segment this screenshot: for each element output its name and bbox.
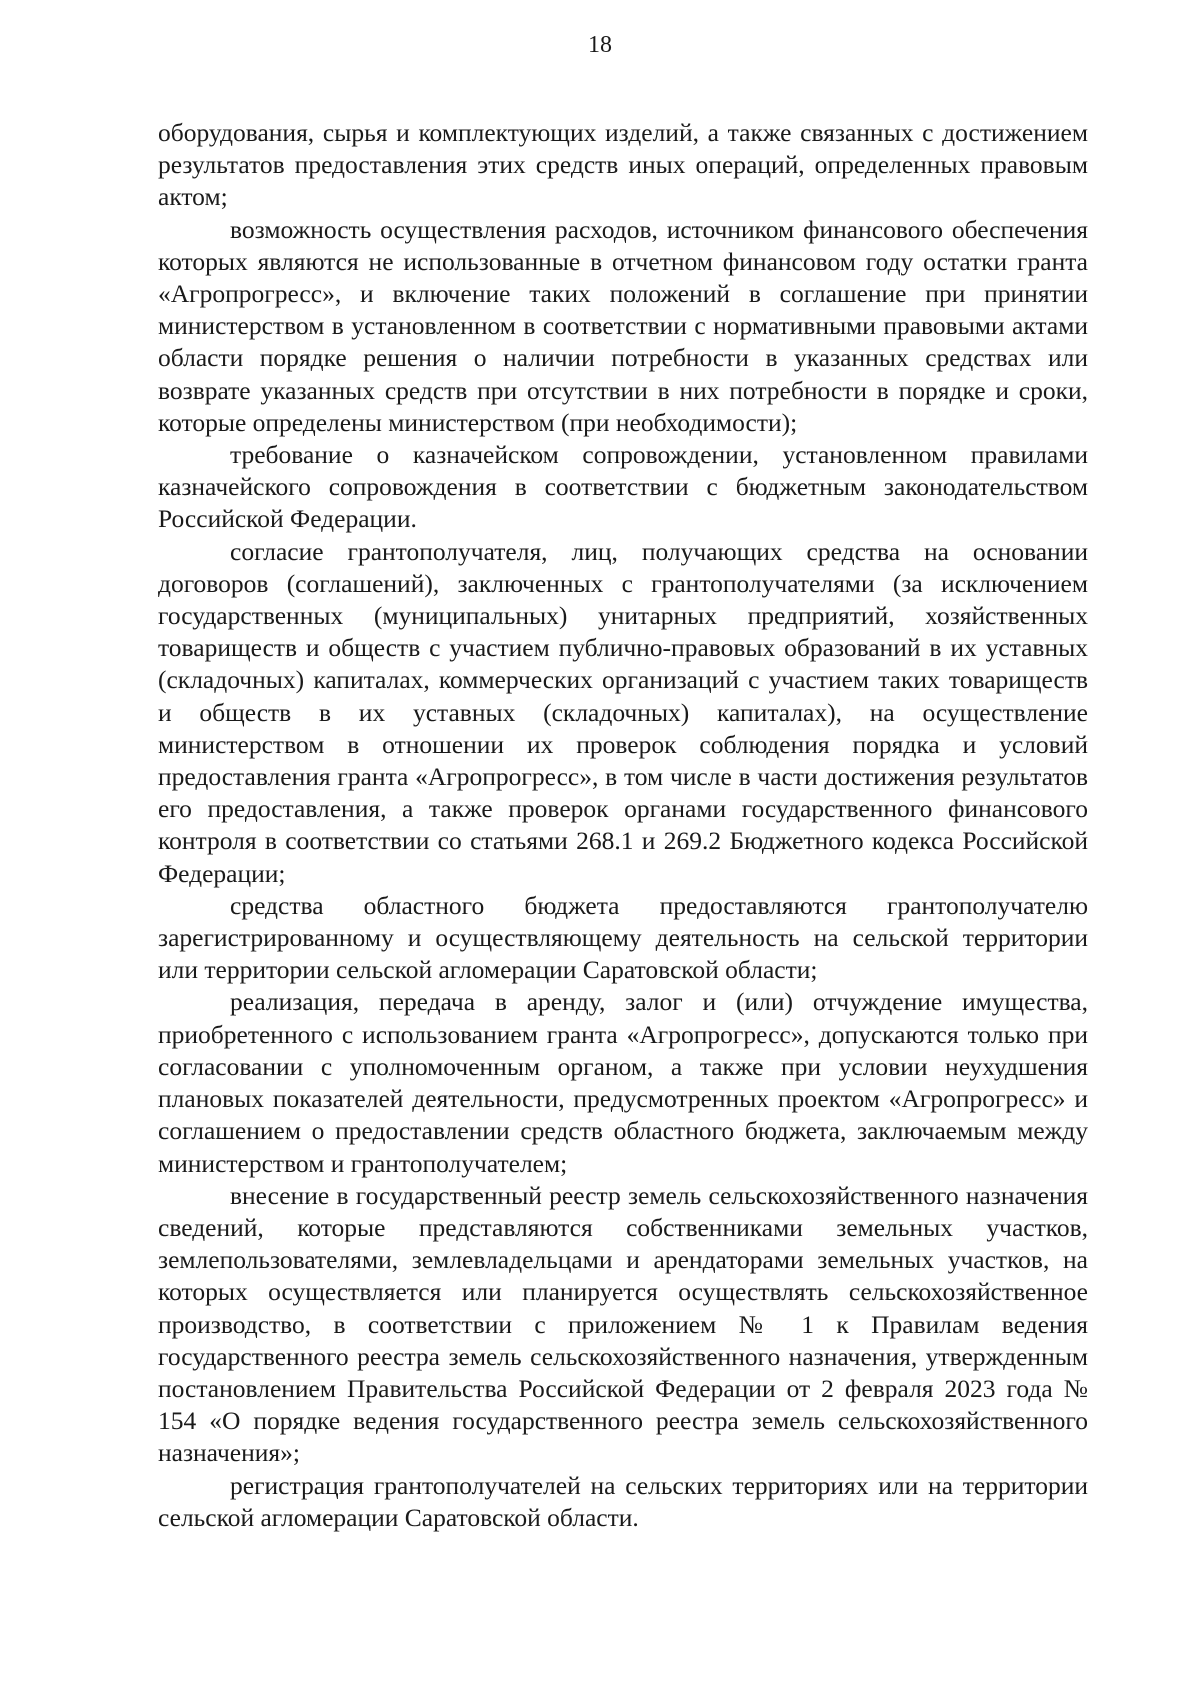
paragraph-property-disposal: реализация, передача в аренду, залог и (или) отчуждение имущества, приобретенного с использованием гранта «Агропрогресс», допускаются только при согласовании с уполномоченным органом, а также при условии неухудшения плановых показателей деятельности, предусмотренных проектом «Агропрогресс» и соглашением о предоставлении средств областного бюджета, заключаемым между министерством и грантополучателем; bbox=[158, 987, 1088, 1178]
paragraph-unused-grant-balances: возможность осуществления расходов, источником финансового обеспечения которых являются не использованные в отчетном финансовом году остатки гранта «Агропрогресс», и включение таких положений в соглашение при принятии министерством в установленном в соответствии с нормативными правовыми актами области порядке решения о наличии потребности в указанных средствах или возврате указанных средств при отсутствии в них потребности в порядке и сроки, которые определены министерством (при необходимости); bbox=[158, 214, 1088, 437]
paragraph-registration: регистрация грантополучателей на сельских территориях или на территории сельской агломерации Саратовской области. bbox=[158, 1470, 1088, 1532]
page-number: 18 bbox=[588, 32, 612, 58]
paragraph-budget-funds: средства областного бюджета предоставляются грантополучателю зарегистрированному и осуществляющему деятельность на сельской территории или территории сельской агломерации Саратовской области; bbox=[158, 890, 1088, 985]
paragraph-equipment-continuation: оборудования, сырья и комплектующих изделий, а также связанных с достижением результатов предоставления этих средств иных операций, определенных правовым актом; bbox=[158, 118, 1088, 212]
paragraph-audit-consent: согласие грантополучателя, лиц, получающих средства на основании договоров (соглашений), заключенных с грантополучателями (за исключением государственных (муниципальных) унитарных предприятий, хозяйственных товариществ и обществ с участием публично-правовых образований в их уставных (складочных) капиталах, коммерческих организаций с участием таких товариществ и обществ в их уставных (складочных) капиталах), на осуществление министерством в отношении их проверок соблюдения порядка и условий предоставления гранта «Агропрогресс», в том числе в части достижения результатов его предоставления, а также проверок органами государственного финансового контроля в соответствии со статьями 268.1 и 269.2 Бюджетного кодекса Российской Федерации; bbox=[158, 536, 1088, 888]
paragraph-land-registry: внесение в государственный реестр земель сельскохозяйственного назначения сведений, которые представляются собственниками земельных участков, землепользователями, землевладельцами и арендаторами земельных участков, на которых осуществляется или планируется осуществлять сельскохозяйственное производство, в соответствии с приложением № 1 к Правилам ведения государственного реестра земель сельскохозяйственного назначения, утвержденным постановлением Правительства Российской Федерации от 2 февраля 2023 года № 154 «О порядке ведения государственного реестра земель сельскохозяйственного назначения»; bbox=[158, 1180, 1088, 1468]
paragraph-treasury-support: требование о казначейском сопровождении, установленном правилами казначейского сопровождения в соответствии с бюджетным законодательством Российской Федерации. bbox=[158, 440, 1088, 534]
document-body bbox=[158, 117, 1088, 1534]
